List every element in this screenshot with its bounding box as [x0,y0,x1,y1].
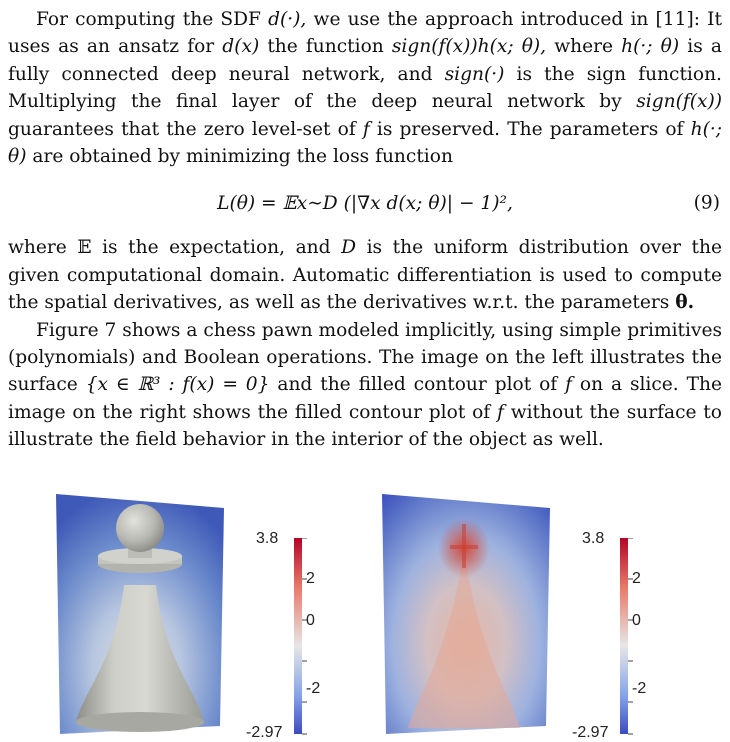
colorbar-right-tick-0: 0 [632,612,641,629]
colorbar-left-tick-m2: -2 [306,680,321,697]
colorbar-right-min: -2.97 [572,724,609,741]
colorbar-left-tick-2: 2 [306,570,315,587]
figure-7 [0,488,730,741]
paragraph-1: For computing the SDF d(·), we use the approach introduced in [11]: It uses as an ansatz for d(x) the function sign(f(x))h(x; θ), where h(·; θ) is a fully connected deep neural network, and sign(·) is the sign function. Multiplying the final layer of the deep neural network by sign(f(x)) guarantees that the zero level-set of f is preserved. The parameters of h(·; θ) are obtained by minimizing the loss function [8,9,722,168]
colorbar-left [246,530,326,741]
colorbar-right [572,530,652,741]
equation-body: L(θ) = 𝔼x∼D (|∇x d(x; θ)| − 1)², [217,192,513,214]
pawn-surface-image [54,490,226,736]
pawn-field-image [380,490,552,736]
body-text [8,6,722,454]
colorbar-right-tick-m2: -2 [632,680,647,697]
colorbar-right-max: 3.8 [582,530,605,547]
paragraph-3: Figure 7 shows a chess pawn modeled implicitly, using simple primitives (polynomials) and Boolean operations. The image on the left illustrates the surface {x ∈ ℝ³ : f(x) = 0} and the filled contour plot of f on a slice. The image on the right shows the filled contour plot of f without the surface to illustrate the field behavior in the interior of the object as well. [8,319,722,451]
colorbar-left-tick-0: 0 [306,612,315,629]
colorbar-right-tick-2: 2 [632,570,641,587]
equation-number: (9) [693,192,720,214]
colorbar-left-min: -2.97 [246,724,283,741]
colorbar-left-gradient [294,538,316,738]
paragraph-2: where 𝔼 is the expectation, and D is the uniform distribution over the given computational domain. Automatic differentiation is used to compute the spatial derivatives, as well as the derivatives w.r.t. the parameters θ. [8,237,722,314]
colorbar-left-max: 3.8 [256,530,279,547]
equation-9 [8,176,722,230]
colorbar-right-gradient [620,538,642,738]
